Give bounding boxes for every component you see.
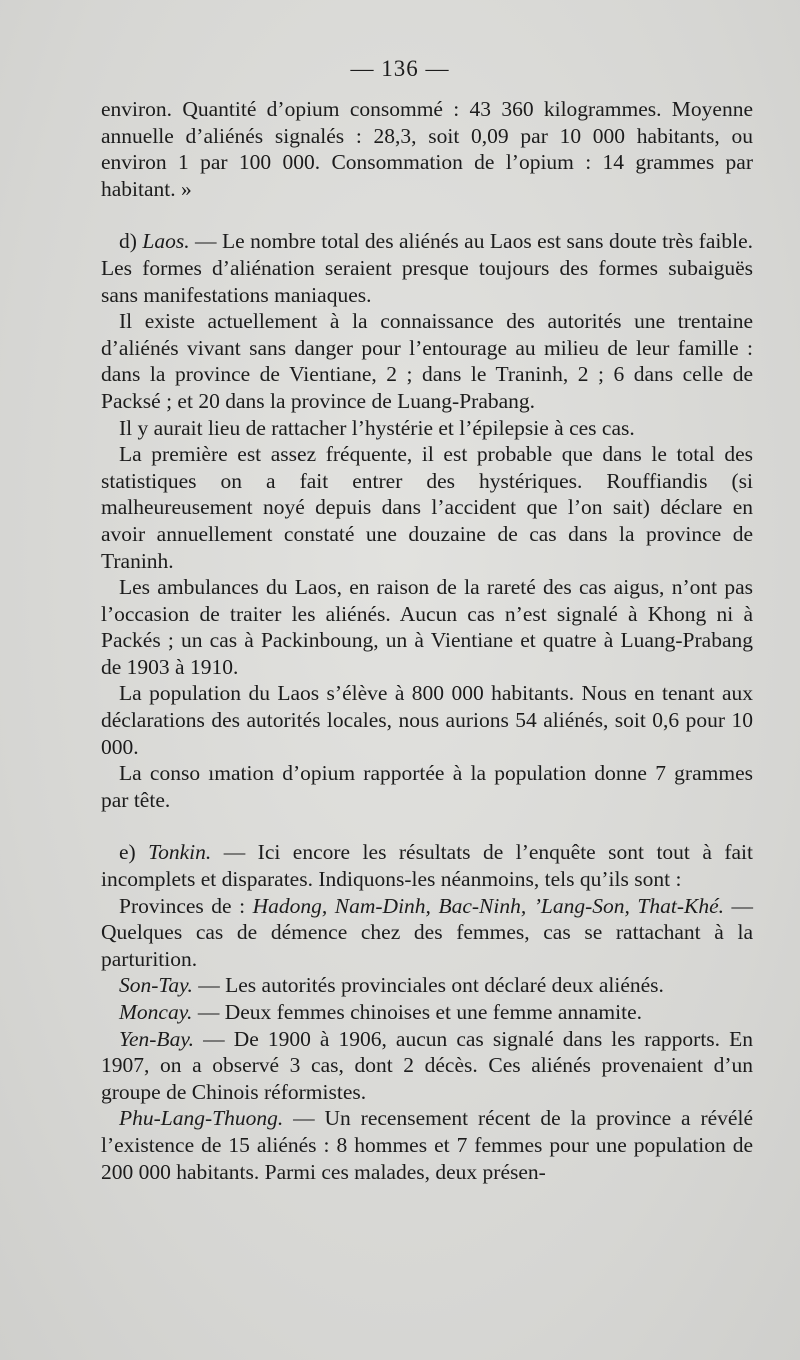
paragraph-phu-lang-thuong: Phu-Lang-Thuong. — Un recensement récent de la province a révélé l’existence de 15 aliénés : 8 hommes et 7 femmes pour une population de 200 000 habitants. Parmi ces malades, deux présen-	[101, 1106, 753, 1184]
paragraph: Il y aurait lieu de rattacher l’hystérie et l’épilepsie à ces cas.	[119, 415, 635, 440]
section-letter: e)	[119, 840, 149, 865]
section-title-laos: Laos.	[142, 229, 190, 254]
province-name: Moncay.	[119, 1000, 193, 1024]
body-text	[101, 96, 753, 1185]
paragraph-yen-bay: Yen-Bay. — De 1900 à 1906, aucun cas signalé dans les rapports. En 1907, on a observé 3 cas, dont 2 décès. Ces aliénés provenaient d’un groupe de Chinois réformistes.	[101, 1026, 753, 1104]
province-names: Hadong, Nam-Dinh, Bac-Ninh, ’Lang-Son, That-Khé.	[252, 893, 724, 918]
paragraph: Les ambulances du Laos, en raison de la rareté des cas aigus, n’ont pas l’occasion de traiter les aliénés. Aucun cas n’est signalé à Khong ni à Packés ; un cas à Packinboung, un à Vientiane et quatre à Luang-Prabang de 1903 à 1910.	[101, 575, 753, 679]
province-name: Son-Tay.	[119, 973, 193, 998]
paragraph-text: — Le nombre total des aliénés au Laos est sans doute très faible. Les formes d’aliénation seraient presque toujours des formes subaiguës sans manifestations maniaques.	[101, 229, 753, 307]
paragraph-tonkin-heading	[101, 839, 753, 892]
paragraph: La population du Laos s’élève à 800 000 habitants. Nous en tenant aux déclarations des autorités locales, nous aurions 54 aliénés, soit 0,6 pour 10 000.	[101, 681, 753, 759]
section-letter: d)	[119, 229, 143, 254]
paragraph-text: — Ici encore les résultats de l’enquête sont tout à fait incomplets et disparates. Indiquons-les néanmoins, tels qu’ils sont :	[101, 840, 753, 892]
paragraph: La première est assez fréquente, il est probable que dans le total des statistiques on a fait entrer des hystériques. Rouffiandis (si malheureusement noyé depuis dans l’accident que l’on sait) déclare en avoir annuellement constaté une douzaine de cas dans la province de Traninh.	[101, 442, 753, 573]
province-name: Phu-Lang-Thuong.	[119, 1106, 284, 1131]
paragraph-son-tay: Son-Tay. — Les autorités provinciales ont déclaré deux aliénés.	[119, 973, 664, 998]
paragraph-moncay: Moncay. — Deux femmes chinoises et une femme annamite.	[119, 1000, 643, 1024]
paragraph-laos-heading	[101, 228, 753, 308]
paragraph: La conso ımation d’opium rapportée à la population donne 7 grammes par tête.	[101, 761, 753, 812]
paragraph-provinces: Provinces de : Hadong, Nam-Dinh, Bac-Ninh, ’Lang-Son, That-Khé. — Quelques cas de démence chez des femmes, cas se rattachant à la parturition.	[101, 893, 754, 971]
paragraph: Il existe actuellement à la connaissance des autorités une trentaine d’aliénés vivant sans danger pour l’entourage au milieu de leur famille : dans la province de Vientiane, 2 ; dans le Traninh, 2 ; 6 dans celle de Packsé ; et 20 dans la province de Luang-Prabang.	[101, 309, 753, 413]
section-title-tonkin: Tonkin.	[148, 840, 212, 865]
page-number: — 136 —	[350, 56, 450, 81]
paragraph-continuation: environ. Quantité d’opium consommé : 43 360 kilogrammes. Moyenne annuelle d’aliénés signalés : 28,3, soit 0,09 par 10 000 habitants, ou environ 1 par 100 000. Consommation de l’opium : 14 grammes par habitant. »	[101, 97, 753, 201]
province-name: Yen-Bay.	[119, 1026, 195, 1051]
